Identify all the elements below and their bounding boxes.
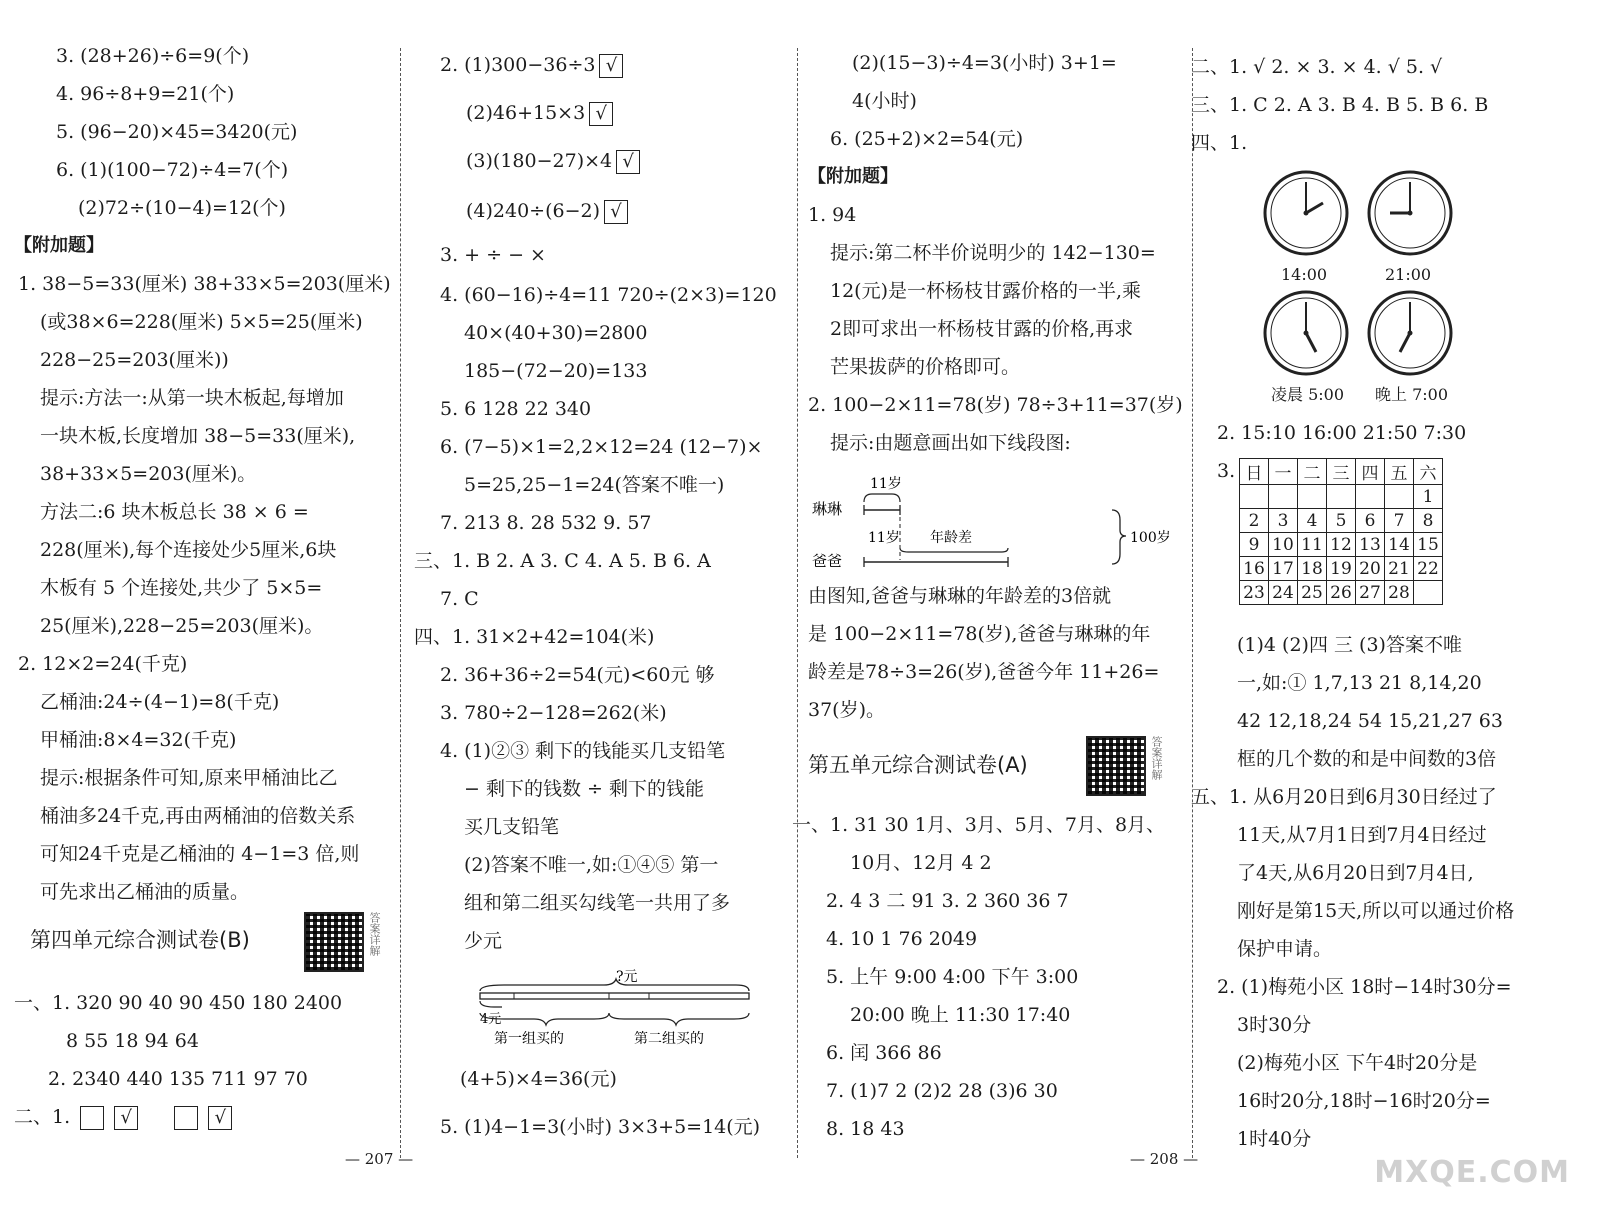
calendar-header-row [1240,459,1443,485]
answer-line: 了4天,从6月20日到7月4日, [1237,862,1474,884]
page-number-left: — 207 — [345,1150,414,1168]
calendar-row [1240,533,1443,557]
clock-label: 21:00 [1385,265,1432,284]
answer-line: 2. 4 3 二 91 3. 2 360 36 7 [826,890,1069,912]
answer-line: 3. (28+26)÷6=9(个) [56,45,250,67]
page-number-right: — 208 — [1130,1150,1199,1168]
answer-line: 4. 10 1 76 2049 [826,928,978,950]
calendar-header-cell: 四 [1356,459,1385,485]
hint-line: 一块木板,长度增加 38−5=33(厘米), [40,425,356,447]
calendar-cell: 4 [1298,509,1327,533]
calendar-cell: 6 [1356,509,1385,533]
diagram-label: ?元 [616,969,638,985]
answer-line: 2. (1)梅苑小区 18时−14时30分= [1217,976,1512,998]
answer-text: (3)(180−27)×4 [466,150,613,172]
calendar-header-cell: 三 [1327,459,1356,485]
age-segment-diagram [812,470,1182,580]
calendar-row [1240,485,1443,509]
answer-line: 5. 上午 9:00 4:00 下午 3:00 [826,966,1079,988]
calendar-cell [1414,581,1443,605]
calendar-cell [1385,485,1414,509]
answer-line: 刚好是第15天,所以可以通过价格 [1237,900,1515,922]
calendar-cell: 16 [1240,557,1269,581]
answer-line: 五、1. 从6月20日到6月30日经过了 [1191,786,1497,808]
answer-line: 少元 [464,930,503,952]
calendar-cell: 7 [1385,509,1414,533]
answer-line: 6. (7−5)×1=2,2×12=24 (12−7)× [440,436,763,458]
clock-2100 [1367,170,1453,256]
answer-line: 组和第二组买勾线笔一共用了多 [464,892,731,914]
clock-0700 [1367,290,1453,376]
answer-line: 甲桶油:8×4=32(千克) [40,729,237,751]
answer-line [466,198,628,224]
answer-line: 2. 12×2=24(千克) [18,653,188,675]
answer-line: (2)答案不唯一,如:①④⑤ 第一 [464,854,719,876]
checked-box: √ [208,1106,232,1130]
answer-line: 3时30分 [1237,1014,1312,1036]
answer-line: (2)72÷(10−4)=12(个) [78,197,286,219]
calendar-table [1239,458,1443,605]
answer-line: 由图知,爸爸与琳琳的年龄差的3倍就 [808,585,1112,607]
column-2 [414,40,794,1140]
segment-diagram [474,965,764,1050]
answer-line: 1. 38−5=33(厘米) 38+33×5=203(厘米) [18,273,391,295]
answer-line: 20:00 晚上 11:30 17:40 [850,1004,1071,1026]
checked-box: √ [599,54,623,78]
answer-line: − 剩下的钱数 ÷ 剩下的钱能 [464,778,704,800]
answer-line: 5=25,25−1=24(答案不唯一) [464,474,725,496]
answer-line: 保护申请。 [1237,938,1333,960]
answer-line: 7. C [440,588,479,610]
hint-line: 方法二:6 块木板总长 38 × 6 = [40,501,309,523]
calendar-cell: 13 [1356,533,1385,557]
answer-line: (2)梅苑小区 下午4时20分是 [1237,1052,1478,1074]
checked-box: √ [114,1106,138,1130]
hint-line: 可先求出乙桶油的质量。 [40,881,250,903]
answer-line: (或38×6=228(厘米) 5×5=25(厘米) [40,311,363,333]
calendar-row [1240,509,1443,533]
answer-line: 三、1. C 2. A 3. B 4. B 5. B 6. B [1191,94,1489,116]
answer-line: 四、1. [1191,132,1248,154]
answer-line: 二、1. √ 2. × 3. × 4. √ 5. √ [1191,56,1443,78]
section-title: 第五单元综合测试卷(A) [808,753,1028,777]
calendar-cell: 9 [1240,533,1269,557]
answer-line: 228−25=203(厘米)) [40,349,229,371]
hint-line: 桶油多24千克,再由两桶油的倍数关系 [40,805,356,827]
answer-line: 4. (60−16)÷4=11 720÷(2×3)=120 [440,284,777,306]
section-title: 第四单元综合测试卷(B) [30,928,250,952]
answer-line: 6. (25+2)×2=54(元) [830,128,1024,150]
answer-label: 二、1. [14,1106,71,1128]
answer-line: 2. 36+36÷2=54(元)<60元 够 [440,664,715,686]
answer-line [466,148,640,174]
calendar-header-cell: 一 [1269,459,1298,485]
calendar-cell [1356,485,1385,509]
calendar-cell: 20 [1356,557,1385,581]
answer-line: 四、1. 31×2+42=104(米) [414,626,655,648]
calendar-cell [1269,485,1298,509]
hint-line: 提示:根据条件可知,原来甲桶油比乙 [40,767,338,789]
answer-line: 2. 100−2×11=78(岁) 78÷3+11=37(岁) [808,394,1183,416]
qr-note: 答案详解 [1150,736,1163,780]
calendar-header-cell: 二 [1298,459,1327,485]
answer-line: 6. (1)(100−72)÷4=7(个) [56,159,289,181]
answer-line: 5. 6 128 22 340 [440,398,592,420]
answer-line: 7. 213 8. 28 532 9. 57 [440,512,652,534]
hint-line: 228(厘米),每个连接处少5厘米,6块 [40,539,337,561]
clock-1400 [1263,170,1349,256]
answer-line: 7. (1)7 2 (2)2 28 (3)6 30 [826,1080,1058,1102]
column-divider-3 [1192,48,1193,1158]
answer-line: 5. (96−20)×45=3420(元) [56,121,298,143]
answer-line: 买几支铅笔 [464,816,560,838]
diagram-label: 第一组买的 [494,1031,564,1047]
answer-line: 8 55 18 94 64 [66,1030,199,1052]
answer-line: 4(小时) [852,90,917,112]
hint-line: 可知24千克是乙桶油的 4−1=3 倍,则 [40,843,360,865]
answer-line: 框的几个数的和是中间数的3倍 [1237,748,1497,770]
calendar-cell: 19 [1327,557,1356,581]
calendar-cell: 21 [1385,557,1414,581]
calendar-cell: 3 [1269,509,1298,533]
calendar-row [1240,557,1443,581]
answer-line: 龄差是78÷3=26(岁),爸爸今年 11+26= [808,661,1160,683]
answer-line: 乙桶油:24÷(4−1)=8(千克) [40,691,280,713]
answer-text: 2. (1)300−36÷3 [440,54,596,76]
calendar-cell: 24 [1269,581,1298,605]
calendar-cell: 1 [1414,485,1443,509]
answer-text: (4)240÷(6−2) [466,200,601,222]
calendar-header-cell: 五 [1385,459,1414,485]
answer-line [466,100,613,126]
answer-line: 185−(72−20)=133 [464,360,648,382]
column-divider-2 [797,48,798,1158]
calendar-cell: 12 [1327,533,1356,557]
column-1 [14,40,394,1140]
answer-line: 一,如:① 1,7,13 21 8,14,20 [1237,672,1482,694]
clock-label: 凌晨 5:00 [1271,385,1345,404]
qr-code[interactable] [304,912,364,972]
calendar-header-cell: 六 [1414,459,1443,485]
answer-line: 一、1. 31 30 1月、3月、5月、7月、8月、 [792,814,1166,836]
calendar-cell: 5 [1327,509,1356,533]
calendar-cell: 23 [1240,581,1269,605]
answer-line: 10月、12月 4 2 [850,852,992,874]
hint-line: 提示:由题意画出如下线段图: [830,432,1071,454]
calendar-header-cell: 日 [1240,459,1269,485]
calendar-cell: 11 [1298,533,1327,557]
watermark: MXQE.COM [1374,1155,1570,1190]
calendar-cell: 8 [1414,509,1443,533]
column-divider-1 [400,48,401,1158]
calendar-row [1240,581,1443,605]
answer-line: 4. 96÷8+9=21(个) [56,83,235,105]
empty-box [174,1106,198,1130]
calendar-cell: 15 [1414,533,1443,557]
calendar-cell: 2 [1240,509,1269,533]
answer-line: 2. 15:10 16:00 21:50 7:30 [1217,422,1467,444]
hint-line: 2即可求出一杯杨枝甘露的价格,再求 [830,318,1134,340]
hint-line: 芒果拔萨的价格即可。 [830,356,1021,378]
section-heading: 【附加题】 [14,235,104,256]
diagram-label: 年龄差 [930,530,972,546]
calendar-cell: 17 [1269,557,1298,581]
calendar-cell [1327,485,1356,509]
calendar-cell: 27 [1356,581,1385,605]
answer-line: 3. [1217,460,1236,482]
calendar-cell [1298,485,1327,509]
diagram-label: 琳琳 [812,500,843,518]
answer-line: 5. (1)4−1=3(小时) 3×3+5=14(元) [440,1116,761,1138]
answer-line: 一、1. 320 90 40 90 450 180 2400 [14,992,343,1014]
answer-line: 11天,从7月1日到7月4日经过 [1237,824,1487,846]
answer-line: 3. + ÷ − × [440,244,546,266]
empty-box [80,1106,104,1130]
answer-line: 2. 2340 440 135 711 97 70 [48,1068,308,1090]
hint-line: 木板有 5 个连接处,共少了 5×5= [40,577,323,599]
qr-code[interactable] [1086,736,1146,796]
hint-line: 38+33×5=203(厘米)。 [40,463,257,485]
clock-label: 晚上 7:00 [1375,385,1449,404]
diagram-label: 11岁 [870,476,902,492]
answer-line: 42 12,18,24 54 15,21,27 63 [1237,710,1503,732]
column-4 [1191,40,1593,1150]
answer-line [14,1104,232,1130]
qr-note: 答案详解 [368,912,381,956]
answer-line: (4+5)×4=36(元) [460,1068,617,1090]
answer-text: (2)46+15×3 [466,102,586,124]
checked-box: √ [616,150,640,174]
answer-line: 37(岁)。 [808,699,886,721]
hint-line: 25(厘米),228−25=203(厘米)。 [40,615,324,637]
diagram-label: 第二组买的 [634,1031,704,1047]
clock-label: 14:00 [1281,265,1328,284]
calendar-cell: 22 [1414,557,1443,581]
diagram-label: 爸爸 [812,552,843,570]
checked-box: √ [604,200,628,224]
hint-line: 提示:第二杯半价说明少的 142−130= [830,242,1156,264]
answer-line: 16时20分,18时−16时20分= [1237,1090,1491,1112]
hint-line: 12(元)是一杯杨枝甘露价格的一半,乘 [830,280,1142,302]
hint-line: 提示:方法一:从第一块木板起,每增加 [40,387,344,409]
answer-line: 3. 780÷2−128=262(米) [440,702,667,724]
diagram-label: 11岁 [868,530,900,546]
answer-line: 1. 94 [808,204,857,226]
calendar-cell: 28 [1385,581,1414,605]
answer-line: (2)(15−3)÷4=3(小时) 3+1= [852,52,1117,74]
clock-0500 [1263,290,1349,376]
answer-line: 8. 18 43 [826,1118,905,1140]
calendar-cell: 14 [1385,533,1414,557]
answer-line: (1)4 (2)四 三 (3)答案不唯 [1237,634,1462,656]
answer-line: 40×(40+30)=2800 [464,322,648,344]
checked-box: √ [589,102,613,126]
calendar-cell: 10 [1269,533,1298,557]
answer-line: 1时40分 [1237,1128,1312,1150]
answer-line: 三、1. B 2. A 3. C 4. A 5. B 6. A [414,550,711,572]
column-3 [792,40,1188,1140]
diagram-label: 4元 [480,1012,502,1027]
section-heading: 【附加题】 [808,166,898,187]
answer-line: 是 100−2×11=78(岁),爸爸与琳琳的年 [808,623,1151,645]
calendar-cell [1240,485,1269,509]
answer-line: 6. 闰 366 86 [826,1042,942,1064]
calendar-cell: 25 [1298,581,1327,605]
answer-line: 4. (1)②③ 剩下的钱能买几支铅笔 [440,740,726,762]
calendar-cell: 18 [1298,557,1327,581]
calendar-cell: 26 [1327,581,1356,605]
answer-line [440,52,623,78]
diagram-label: 100岁 [1130,530,1171,546]
